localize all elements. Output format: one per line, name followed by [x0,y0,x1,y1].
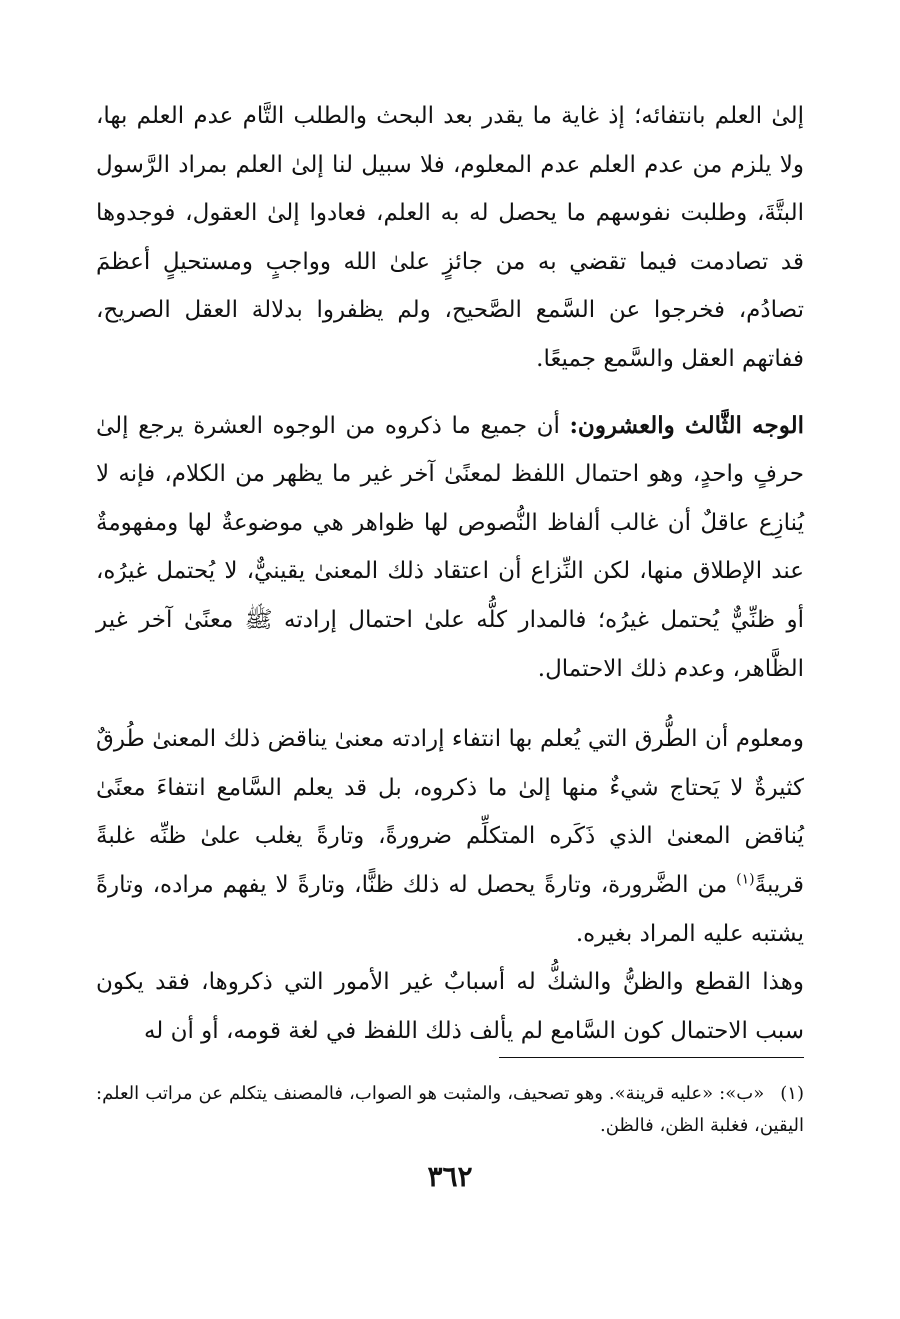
page-number: ٣٦٢ [427,1160,473,1193]
footnote-separator [499,1057,804,1058]
footnote [96,1078,804,1142]
section-heading-third-and-twentieth: الوجه الثَّالث والعشرون: [569,411,804,439]
main-text [96,92,804,1055]
paragraph-3-text-end: من الضَّرورة، وتارةً يحصل له ذلك ظنًّا، وتارةً لا يفهم مراده، وتارةً يشتبه عليه المراد بغيره. [96,871,804,947]
footnote-text: «ب»: «عليه قرينة». وهو تصحيف، والمثبت هو الصواب، فالمصنف يتكلم عن مراتب العلم: اليقين، فغلبة الظن، فالظن. [96,1083,804,1136]
paragraph-3 [96,715,804,958]
paragraph-2-text: أن جميع ما ذكروه من الوجوه العشرة يرجع إلىٰ حرفٍ واحدٍ، وهو احتمال اللفظ لمعنًىٰ آخر غير ما يظهر من الكلام، فإنه لا يُنازِع عاقلٌ أن غالب ألفاظ النُّصوص لها ظواهر هي موضوعةٌ لها ومفهومةٌ عند الإطلاق منها، لكن النِّزاع أن اعتقاد ذلك المعنىٰ يقينيٌّ، لا يُحتمل غيرُه، أو ظنِّيٌّ يُحتمل غيرُه؛ فالمدار كلُّه علىٰ احتمال إرادته ﷺ معنًىٰ آخر غير الظَّاهر، وعدم ذلك الاحتمال. [96,412,804,682]
paragraph-3-text-start: ومعلوم أن الطُّرق التي يُعلم بها انتفاء إرادته معنىٰ يناقض ذلك المعنىٰ طُرقٌ كثيرةٌ لا يَحتاج شيءٌ منها إلىٰ ما ذكروه، بل قد يعلم السَّامع انتفاءَ معنًىٰ يُناقض المعنىٰ الذي ذَكَره المتكلِّم ضرورةً، وتارةً يغلب علىٰ ظنِّه غلبةً قريبةً [96,726,804,898]
paragraph-4-text: وهذا القطع والظنُّ والشكُّ له أسبابٌ غير الأمور التي ذكروها، فقد يكون سبب الاحتمال كون السَّامع لم يألف ذلك اللفظ في لغة قومه، أو أن له [96,969,804,1044]
footnote-reference: (١) [736,871,755,888]
paragraph-1 [96,92,804,384]
paragraph-1-text: إلىٰ العلم بانتفائه؛ إذ غاية ما يقدر بعد البحث والطلب التَّام عدم العلم بها، ولا يلزم من عدم العلم عدم المعلوم، فلا سبيل لنا إلىٰ العلم بمراد الرَّسول البتَّةَ، وطلبت نفوسهم ما يحصل له به العلم، فعادوا إلىٰ العقول، فوجدوها قد تصادمت فيما تقضي به من جائزٍ علىٰ الله وواجبٍ ومستحيلٍ أعظمَ تصادُم، فخرجوا عن السَّمع الصَّحيح، ولم يظفروا بدلالة العقل الصريح، ففاتهم العقل والسَّمع جميعًا. [96,103,804,372]
paragraph-4 [96,958,804,1055]
paragraph-2 [96,402,804,694]
footnote-number: (١) [780,1083,804,1104]
